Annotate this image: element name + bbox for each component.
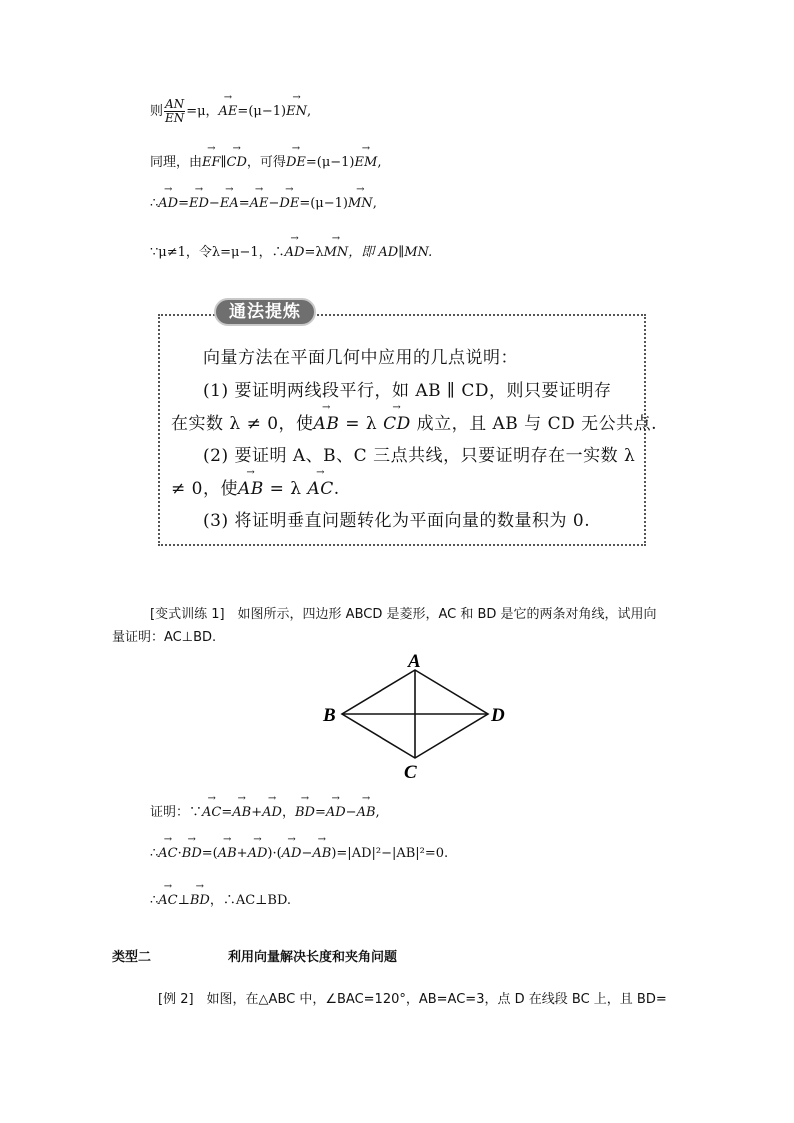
vector: → AC (158, 893, 177, 908)
vector: → AE (219, 104, 238, 119)
text: =μ， (186, 104, 219, 119)
vertex-label-d: D (491, 705, 505, 726)
vector: → AD (285, 245, 305, 260)
text: = (314, 805, 326, 820)
vector: → AD (248, 846, 268, 861)
text: )=|AD|²−|AB|²=0. (331, 846, 449, 861)
text: , (377, 155, 382, 170)
text: ∴ (150, 196, 159, 211)
section-title: 利用向量解决长度和夹角问题 (228, 950, 398, 965)
vector: → AC (158, 846, 177, 861)
vector: → AD (262, 805, 282, 820)
text: ⊥ (177, 893, 190, 908)
text: , (375, 805, 380, 820)
text: + (251, 805, 263, 820)
fraction-numerator: AN (165, 97, 185, 111)
text: ≠ 0，使 (171, 479, 238, 499)
section-label: 类型二 (112, 950, 152, 965)
vector: → AB (312, 846, 331, 861)
vector: → MN (348, 196, 373, 211)
vector: → MN (324, 245, 349, 260)
summary-point-3: (3) 将证明垂直问题转化为平面向量的数量积为 0. (203, 511, 591, 531)
vector: → EM (355, 155, 378, 170)
vector: → AD (326, 805, 346, 820)
vector: → DE (279, 196, 299, 211)
text: =(μ−1) (299, 196, 348, 211)
vector: → AE (250, 196, 269, 211)
vector: → DE (286, 155, 306, 170)
text: =λ (304, 245, 324, 260)
vector: → CD (227, 155, 247, 170)
text: · (177, 846, 182, 861)
derivation-line-2 (150, 151, 381, 170)
text: 在实数 λ ≠ 0，使 (171, 414, 314, 434)
exercise-line-2: 量证明：AC⊥BD. (112, 630, 217, 645)
exercise-line-1: [变式训练 1] 如图所示，四边形 ABCD 是菱形，AC 和 BD 是它的两条对角线，试用向 (150, 607, 657, 622)
vector: → AB (238, 479, 264, 499)
text: = (238, 196, 250, 211)
text: =(μ−1) (305, 155, 355, 170)
summary-point-1-a: (1) 要证明两线段平行，如 AB ∥ CD，则只要证明存 (203, 381, 612, 401)
vector: → AD (158, 196, 178, 211)
text: − (345, 805, 357, 820)
vector: → AB (357, 805, 376, 820)
summary-badge: 通法提炼 (214, 298, 316, 326)
vector: → BD (295, 805, 315, 820)
text: ， (281, 805, 295, 820)
vector: → EA (220, 196, 239, 211)
fraction (164, 98, 185, 125)
summary-intro: 向量方法在平面几何中应用的几点说明： (203, 348, 518, 368)
fraction-denominator: EN (164, 111, 185, 125)
text: , (372, 196, 377, 211)
proof-line-1 (150, 801, 380, 820)
vector: → EN (286, 104, 307, 119)
vector: → AC (202, 805, 221, 820)
text: 成立，且 AB 与 CD 无公共点. (410, 414, 658, 434)
vector: → AB (314, 414, 340, 434)
vector: → CD (383, 414, 411, 434)
text: , (306, 104, 312, 119)
text: =(μ−1) (237, 104, 287, 119)
text: = λ (263, 479, 308, 499)
vector: → AB (232, 805, 251, 820)
derivation-line-1 (150, 98, 311, 125)
text: − (208, 196, 220, 211)
text: 证明：∵ (150, 805, 203, 820)
text: )·( (267, 846, 282, 861)
summary-point-2-a: (2) 要证明 A、B、C 三点共线，只要证明存在一实数 λ (203, 446, 636, 466)
text: + (236, 846, 248, 861)
summary-point-1-b (171, 409, 657, 434)
text: = (178, 196, 189, 211)
vector: → ED (189, 196, 209, 211)
vertex-label-b: B (323, 705, 336, 726)
text: = (221, 805, 233, 820)
vector: → BD (182, 846, 202, 861)
vector: → BD (190, 893, 210, 908)
text: =( (201, 846, 218, 861)
text: ，∴AC⊥BD. (209, 893, 292, 908)
vector: → EF (202, 155, 221, 170)
derivation-line-4 (150, 241, 432, 260)
text: − (268, 196, 280, 211)
vector: → AD (282, 846, 302, 861)
proof-line-3 (150, 889, 291, 908)
vector: → AB (218, 846, 237, 861)
text: 同理，由 (150, 155, 203, 170)
text: ，可得 (246, 155, 286, 170)
vector: → AC (307, 479, 333, 499)
example-2-text: [例 2] 如图，在△ABC 中，∠BAC=120°，AB=AC=3，点 D 在线段 BC 上，且 BD= (158, 992, 667, 1007)
text: ∥ (220, 155, 227, 170)
text: ∵μ≠1，令λ=μ−1，∴ (150, 245, 285, 260)
derivation-line-3 (150, 196, 377, 211)
proof-line-2 (150, 846, 448, 861)
text: 则 (150, 104, 164, 119)
vertex-label-a: A (408, 651, 421, 672)
rhombus-figure (315, 648, 515, 783)
text: − (301, 846, 313, 861)
summary-point-2-b (171, 474, 340, 499)
text: . (333, 479, 340, 499)
vertex-label-c: C (404, 762, 417, 783)
text: ∴ (150, 846, 159, 861)
text: ，即 AD∥MN. (348, 245, 433, 260)
text: ∴ (150, 893, 159, 908)
text: = λ (339, 414, 384, 434)
